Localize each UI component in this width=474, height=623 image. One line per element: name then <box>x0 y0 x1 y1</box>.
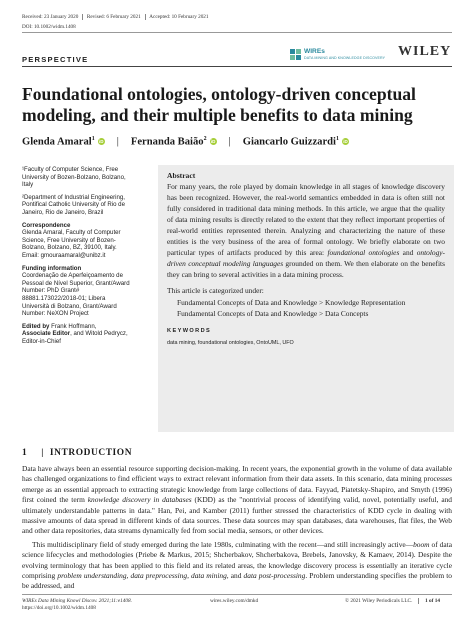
author-list <box>22 136 349 148</box>
introduction-body <box>22 464 452 595</box>
separator <box>145 14 146 20</box>
category-item[interactable]: Fundamental Concepts of Data and Knowledge > Data Concepts <box>177 308 369 318</box>
category-item[interactable]: Fundamental Concepts of Data and Knowledge > Knowledge Representation <box>177 297 406 307</box>
separator <box>82 14 83 20</box>
author-name[interactable]: Giancarlo Guizzardi$^1$ <box>242 136 339 148</box>
received-date: Received: 23 January 2020 <box>22 14 79 21</box>
article-sidebar <box>22 166 132 350</box>
categorized-label: This article is categorized under: <box>167 286 264 296</box>
journal-logo[interactable] <box>290 48 390 64</box>
section-heading <box>22 448 132 458</box>
section-label: PERSPECTIVE <box>22 55 89 64</box>
correspondence-text: Glenda Amaral, Faculty of Computer Science, Free University of Bozen-Bolzano, Bolzano, BZ, 39100, Italy. Email: gmouraamaral@unibz.it <box>22 229 121 259</box>
affiliation: ²Department of Industrial Engineering, Pontifical Catholic University of Rio de Janeiro, Rio de Janeiro, Brazil <box>22 193 125 216</box>
abstract-box <box>158 165 454 432</box>
section-title: INTRODUCTION <box>49 448 133 458</box>
article-dates <box>22 14 208 20</box>
section-divider <box>22 66 452 67</box>
paragraph: This multidisciplinary field of study emerged during the late 1980s, culminating with the recent—and still increasingly active—boom of data science lifecycles and methodologies (Priebe & Markus, 2015; Shcherbakov, Shcherbakova, Brebels, Janovsky, & Kamaev, 2014). Despite the evolving terminology that has been applied to this field and its related areas, the knowledge discovery process is essentially an iterative cycle comprising problem understanding, data preprocessing, data mining, and data post-processing. Problem understanding specifies the problem to be addressed, and <box>22 539 452 591</box>
editor-in-chief: , and Witold Pedrycz, Editor-in-Chief <box>22 330 128 345</box>
keywords-label: KEYWORDS <box>167 327 212 334</box>
abstract-body: For many years, the role played by domain knowledge in all stages of knowledge discovery has been recognized. However, the real-world semantics embedded in data is often still not fully considered in traditional data mining methods. In this article, we argue that the quality of data mining results is directly related to the extent that they reflect important properties of real-world entities represented therein. Analyzing and characterizing the nature of these entities is the very business of the area of formal ontology. We briefly elaborate on two particular types of artifacts produced by this area: foundational ontologies and ontology-driven conceptual modeling languages grounded on them. We then elaborate on the benefits they can bring to several activities in a data mining process. <box>167 182 446 280</box>
copyright: © 2021 Wiley Periodicals LLC. <box>345 598 413 605</box>
funding-block <box>22 265 132 318</box>
separator <box>418 598 419 604</box>
footer-right <box>345 598 440 605</box>
journal-site-link[interactable]: wires.wiley.com/dmkd <box>210 598 259 604</box>
accepted-date: Accepted: 10 February 2021 <box>149 14 209 21</box>
doi[interactable]: DOI: 10.1002/widm.1408 <box>22 24 76 30</box>
orcid-icon[interactable]: iD <box>210 139 216 145</box>
correspondence-label: Correspondence <box>22 221 71 229</box>
journal-subtitle: DATA MINING AND KNOWLEDGE DISCOVERY <box>304 56 386 60</box>
author-separator: | <box>228 136 231 148</box>
paragraph: Data have always been an essential resource supporting decision-making. In recent years, the exponential growth in the volume of data available has challenged organizations to find efficient ways to extract relevant information from their data assets. In this scenario, data mining processes emerge as an essential approach to extracting strategic knowledge from large collections of data. Fayyad, Piatetsky-Shapiro, and Smyth (1996) first coined the term knowledge discovery in databases (KDD) as the "nontrivial process of identifying valid, novel, potentially useful, and ultimately understandable patterns in data." Han, Pei, and Kamber (2011) further stressed the characteristics of KDD cycle in dealing with massive amounts of data spread in different kinds of data sources. These data sources may span databases, data warehouses, flat files, the Web and other data repositories, data streams dynamically fed from social media, sensors, or other devices. <box>22 464 452 536</box>
author-separator: | <box>116 136 119 148</box>
article-title: Foundational ontologies, ontology-driven conceptual modeling, and their multiple benefits to data mining <box>22 84 416 125</box>
keywords: data mining, foundational ontologies, OntoUML, UFO <box>167 339 294 346</box>
wires-logo-icon <box>290 49 302 61</box>
citation-doi-link[interactable]: https://doi.org/10.1002/widm.1408 <box>22 605 96 611</box>
edited-by-label: Edited by <box>22 322 50 330</box>
page-count: 1 of 14 <box>425 598 441 605</box>
funding-text: Coordenação de Aperfeiçoamento de Pessoal de Nível Superior, Grant/Award Number: PhD Grant# 88881.173022/2018-01; Libera Università di Bolzano, Grant/Award Number: NeXON Project <box>22 272 130 318</box>
orcid-icon[interactable]: iD <box>343 139 348 145</box>
section-separator: | <box>41 448 44 458</box>
footer-citation <box>22 598 132 612</box>
affiliation: ¹Faculty of Computer Science, Free University of Bozen-Bolzano, Bolzano, Italy <box>22 166 126 189</box>
citation-text: WIREs Data Mining Knowl Discov. 2021;11:e1408. <box>22 598 132 604</box>
header-divider <box>22 32 452 33</box>
section-number: 1 <box>22 448 28 458</box>
orcid-icon[interactable]: iD <box>99 139 104 145</box>
author-name[interactable]: Glenda Amaral$^1$ <box>22 136 95 148</box>
editor-name: Frank Hoffmann, <box>49 322 97 330</box>
editors-block <box>22 323 132 346</box>
author-name[interactable]: Fernanda Baião$^2$ <box>130 136 207 148</box>
publisher-logo[interactable]: WILEY <box>398 44 452 59</box>
funding-label: Funding information <box>22 264 82 272</box>
journal-brand: WIREs <box>304 48 325 55</box>
abstract-heading: Abstract <box>167 171 196 180</box>
associate-editor-label: Associate Editor <box>22 330 71 338</box>
revised-date: Revised: 6 February 2021 <box>86 14 141 21</box>
correspondence-block <box>22 222 132 260</box>
footer-divider <box>22 594 452 595</box>
